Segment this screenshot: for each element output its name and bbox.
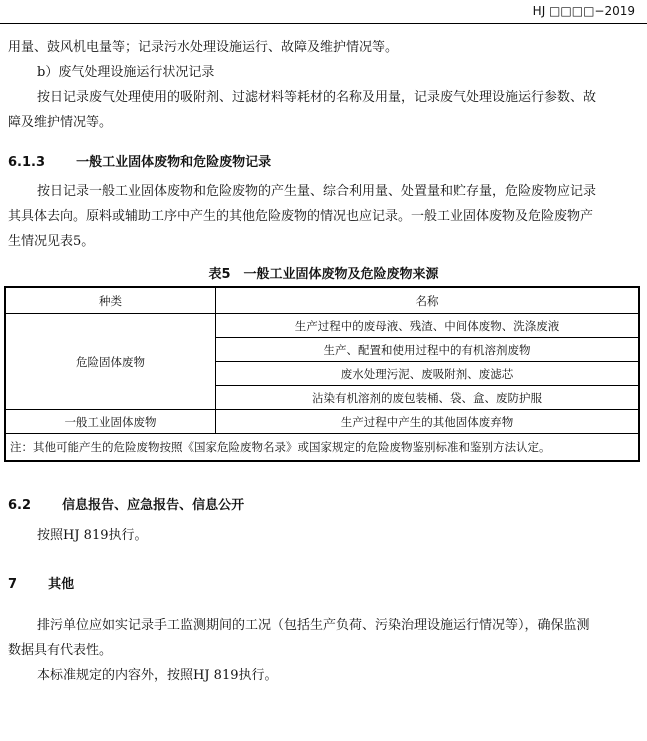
table-note: 注：其他可能产生的危险废物按照《国家危险废物名录》或国家规定的危险废物鉴别标准和鉴别方法认定。 bbox=[5, 434, 639, 462]
section-number: 7 bbox=[8, 577, 18, 592]
section-title: 一般工业固体废物和危险废物记录 bbox=[76, 155, 272, 170]
paragraph-line: 按日记录废气处理使用的吸附剂、过滤材料等耗材的名称及用量，记录废气处理设施运行参数、故 bbox=[37, 90, 597, 105]
section-613-heading bbox=[8, 151, 271, 170]
table-cell: 废水处理污泥、废吸附剂、废滤芯 bbox=[216, 362, 640, 386]
section-62-heading bbox=[8, 494, 244, 513]
paragraph-line: 本标准规定的内容外，按照HJ 819执行。 bbox=[37, 668, 278, 683]
standard-code-header: HJ □□□□−2019 bbox=[532, 4, 635, 18]
table-cell: 沾染有机溶剂的废包装桶、袋、盒、废防护服 bbox=[216, 386, 640, 410]
table-cell: 生产、配置和使用过程中的有机溶剂废物 bbox=[216, 338, 640, 362]
group-cell-general: 一般工业固体废物 bbox=[5, 410, 216, 434]
table-cell: 生产过程中产生的其他固体废弃物 bbox=[216, 410, 640, 434]
section-number: 6.2 bbox=[8, 498, 32, 513]
group-cell-hazardous: 危险固体废物 bbox=[5, 314, 216, 410]
paragraph-line: 按日记录一般工业固体废物和危险废物的产生量、综合利用量、处置量和贮存量，危险废物应记录 bbox=[37, 184, 597, 199]
paragraph-line: 障及维护情况等。 bbox=[8, 115, 113, 130]
paragraph-line: 其具体去向。原料或辅助工序中产生的其他危险废物的情况也应记录。一般工业固体废物及危险废物产 bbox=[8, 209, 594, 224]
paragraph-line: 用量、鼓风机电量等；记录污水处理设施运行、故障及维护情况等。 bbox=[8, 40, 399, 55]
table-note-row bbox=[5, 434, 639, 462]
section-7-heading bbox=[8, 573, 74, 592]
section-title: 信息报告、应急报告、信息公开 bbox=[62, 498, 245, 513]
section-title: 其他 bbox=[48, 577, 75, 592]
header-rule bbox=[0, 23, 647, 24]
waste-source-table bbox=[4, 286, 640, 462]
section-number: 6.1.3 bbox=[8, 155, 46, 170]
column-header-name: 名称 bbox=[216, 287, 640, 314]
paragraph-line: 数据具有代表性。 bbox=[8, 643, 113, 658]
table-row bbox=[5, 410, 639, 434]
table-caption: 表5 一般工业固体废物及危险废物来源 bbox=[208, 267, 439, 282]
paragraph-line: 排污单位应如实记录手工监测期间的工况（包括生产负荷、污染治理设施运行情况等），确保监测 bbox=[37, 618, 590, 633]
table-header-row bbox=[5, 287, 639, 314]
table-row bbox=[5, 314, 639, 338]
paragraph-line: 生情况见表5。 bbox=[8, 234, 95, 249]
column-header-kind: 种类 bbox=[5, 287, 216, 314]
table-cell: 生产过程中的废母液、残渣、中间体废物、洗涤废液 bbox=[216, 314, 640, 338]
paragraph-line: 按照HJ 819执行。 bbox=[37, 528, 148, 543]
list-item-b: b）废气处理设施运行状况记录 bbox=[37, 65, 215, 80]
